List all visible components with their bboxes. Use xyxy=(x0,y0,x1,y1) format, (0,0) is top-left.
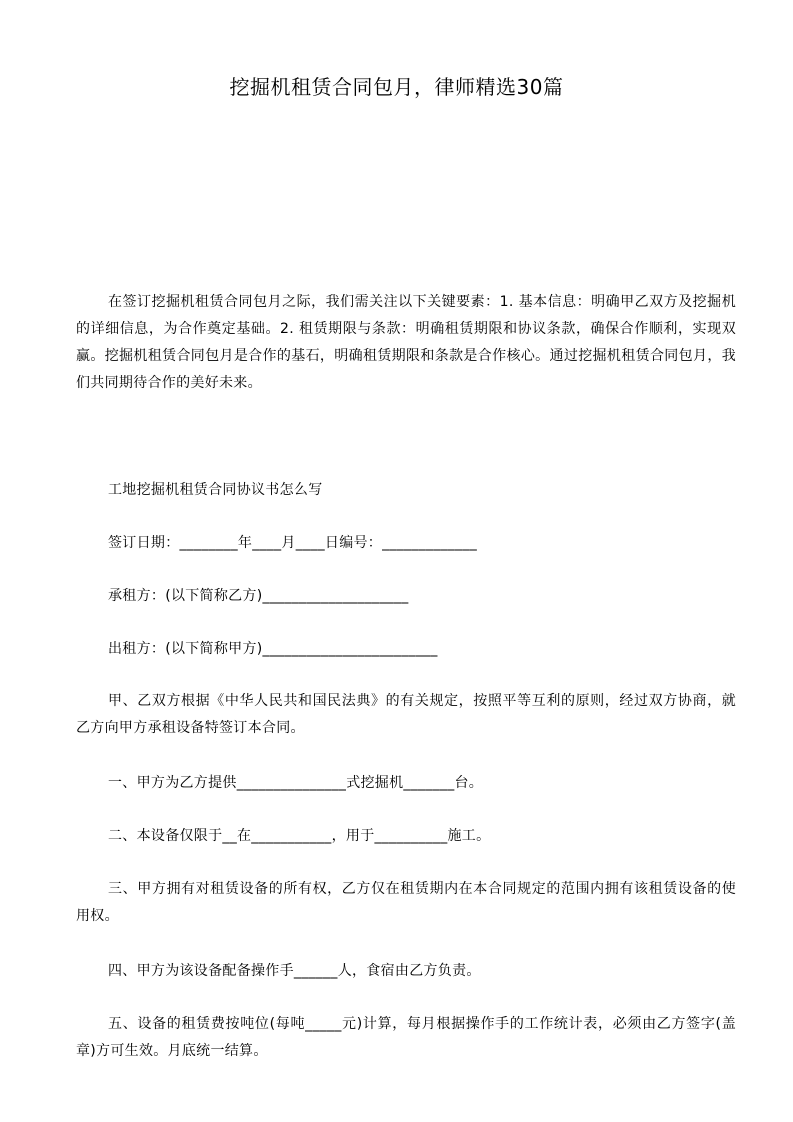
lessor-line: 出租方：(以下简称甲方)________________________ xyxy=(108,641,438,657)
contract-subtitle: 工地挖掘机租赁合同协议书怎么写 xyxy=(108,482,323,498)
clause-3: 三、甲方拥有对租赁设备的所有权，乙方仅在租赁期内在本合同规定的范围内拥有该租赁设备的使用权。 xyxy=(76,881,736,924)
lessee-line: 承租方：(以下简称乙方)____________________ xyxy=(108,588,409,604)
clause-5: 五、设备的租赁费按吨位(每吨_____元)计算，每月根据操作手的工作统计表，必须由乙方签字(盖章)方可生效。月底统一结算。 xyxy=(76,1016,736,1059)
clause-4: 四、甲方为该设备配备操作手______人，食宿由乙方负责。 xyxy=(108,963,481,979)
intro-paragraph: 在签订挖掘机租赁合同包月之际，我们需关注以下关键要素：1. 基本信息：明确甲乙双方及挖掘机的详细信息，为合作奠定基础。2. 租赁期限与条款：明确租赁期限和协议条款，确保合作顺利，实现双赢。挖掘机租赁合同包月是合作的基石，明确租赁期限和条款是合作核心。通过挖掘机租赁合同包月，我们共同期待合作的美好未来。 xyxy=(76,294,736,391)
document-title: 挖掘机租赁合同包月，律师精选30篇 xyxy=(229,75,564,99)
preamble-paragraph: 甲、乙双方根据《中华人民共和国民法典》的有关规定，按照平等互利的原则，经过双方协商，就乙方向甲方承租设备特签订本合同。 xyxy=(76,693,736,736)
sign-date-line: 签订日期：________年____月____日编号：_____________ xyxy=(108,535,477,551)
clause-2: 二、本设备仅限于__在___________，用于__________施工。 xyxy=(108,828,491,844)
clause-1: 一、甲方为乙方提供_______________式挖掘机_______台。 xyxy=(108,775,484,791)
